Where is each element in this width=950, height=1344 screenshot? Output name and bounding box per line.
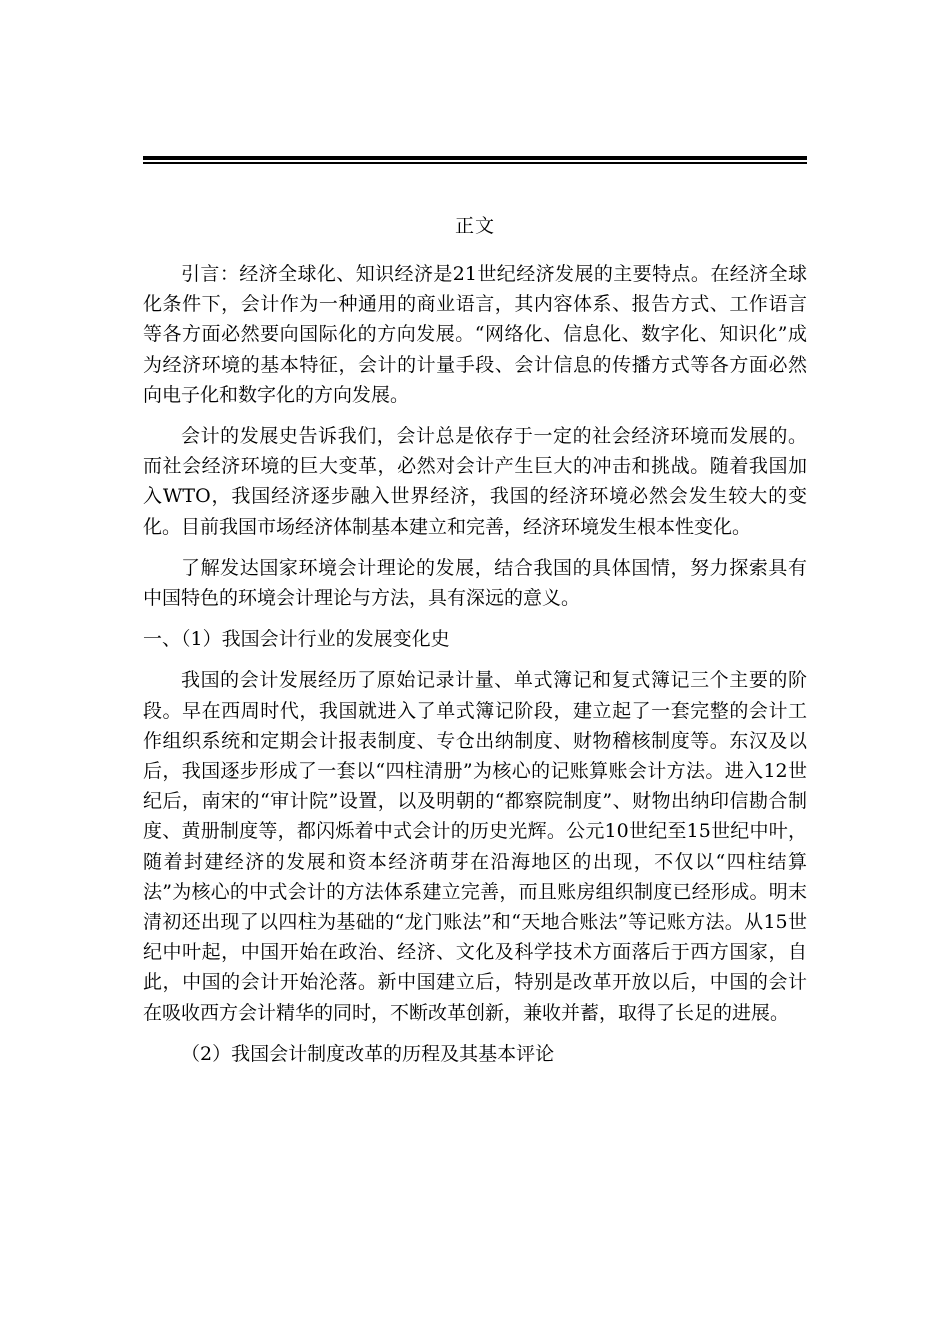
section-heading: 一、（1）我国会计行业的发展变化史	[143, 628, 450, 651]
subsection-heading: （2）我国会计制度改革的历程及其基本评论	[181, 1042, 555, 1065]
page-title: 正文	[454, 215, 495, 237]
header-rule-thick	[143, 156, 807, 160]
history-paragraph: 会计的发展史告诉我们，会计总是依存于一定的社会经济环境而发展的。而社会经济环境的巨大变革，必然对会计产生巨大的冲击和挑战。随着我国加入WTO，我国经济逐步融入世界经济，我国的经济环境必然会发生较大的变化。目前我国市场经济体制基本建立和完善，经济环境发生根本性变化。	[143, 425, 807, 538]
document-body	[143, 259, 807, 1069]
header-rule-thin	[143, 162, 807, 164]
significance-paragraph: 了解发达国家环境会计理论的发展，结合我国的具体国情，努力探索具有中国特色的环境会计理论与方法，具有深远的意义。	[143, 556, 807, 610]
intro-paragraph: 引言：经济全球化、知识经济是21世纪经济发展的主要特点。在经济全球化条件下，会计作为一种通用的商业语言，其内容体系、报告方式、工作语言等各方面必然要向国际化的方向发展。“网络化、信息化、数字化、知识化”成为经济环境的基本特征，会计的计量手段、会计信息的传播方式等各方面必然向电子化和数字化的方向发展。	[143, 263, 807, 406]
section-paragraph: 我国的会计发展经历了原始记录计量、单式簿记和复式簿记三个主要的阶段。早在西周时代，我国就进入了单式簿记阶段，建立起了一套完整的会计工作组织系统和定期会计报表制度、专仓出纳制度、财物稽核制度等。东汉及以后，我国逐步形成了一套以“四柱清册”为核心的记账算账会计方法。进入12世纪后，南宋的“审计院”设置，以及明朝的“都察院制度”、财物出纳印信勘合制度、黄册制度等，都闪烁着中式会计的历史光辉。公元10世纪至15世纪中叶，随着封建经济的发展和资本经济萌芽在沿海地区的出现，不仅以“四柱结算法”为核心的中式会计的方法体系建立完善，而且账房组织制度已经形成。明末清初还出现了以四柱为基础的“龙门账法”和“天地合账法”等记账方法。从15世纪中叶起，中国开始在政治、经济、文化及科学技术方面落后于西方国家，自此，中国的会计开始沦落。新中国建立后，特别是改革开放以后，中国的会计在吸收西方会计精华的同时，不断改革创新，兼收并蓄，取得了长足的进展。	[143, 669, 807, 1024]
